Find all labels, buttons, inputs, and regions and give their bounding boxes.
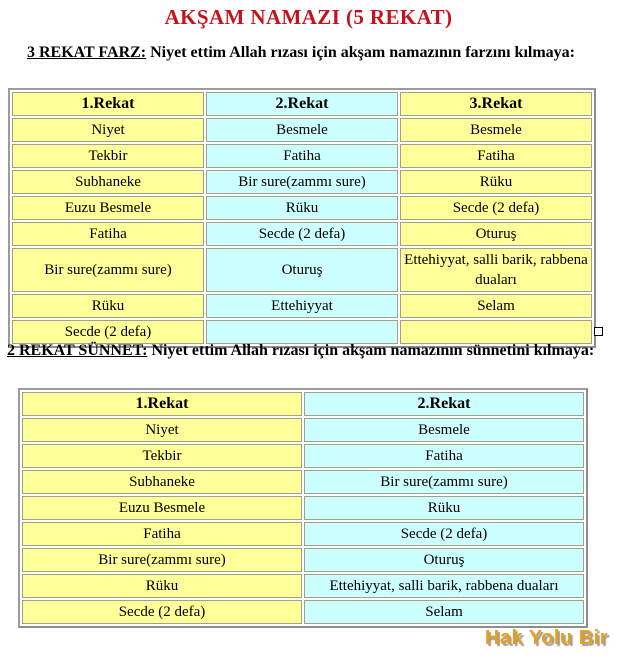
table-cell: Ettehiyyat, salli barik, rabbena duaları	[304, 574, 584, 598]
table-cell: Besmele	[304, 418, 584, 442]
table-row	[22, 574, 584, 598]
farz-section-description: Niyet ettim Allah rızası için akşam namazının farzını kılmaya:	[146, 44, 575, 61]
watermark-text: Hak Yolu Bir	[484, 627, 608, 649]
table-cell: Bir sure(zammı sure)	[304, 470, 584, 494]
column-header: 2.Rekat	[304, 392, 584, 416]
table-cell: Ettehiyyat, salli barik, rabbena duaları	[400, 248, 592, 292]
sunnet-section-description: Niyet ettim Allah rızası için akşam namazının sünnetini kılmaya:	[147, 342, 595, 359]
table-cell: Bir sure(zammı sure)	[206, 170, 398, 194]
table-cell: Secde (2 defa)	[400, 196, 592, 220]
table-cell: Rüku	[12, 294, 204, 318]
table-cell	[206, 320, 398, 344]
header-row	[22, 392, 584, 416]
table-row	[22, 470, 584, 494]
table-row	[22, 444, 584, 468]
table-row	[22, 496, 584, 520]
farz-section-heading	[27, 44, 575, 62]
table-row	[12, 222, 592, 246]
table-cell	[400, 320, 592, 344]
table-cell: Fatiha	[22, 522, 302, 546]
farz-table	[8, 88, 596, 348]
table-row	[22, 548, 584, 572]
table-cell: Oturuş	[400, 222, 592, 246]
table-cell: Bir sure(zammı sure)	[12, 248, 204, 292]
table-cell: Tekbir	[22, 444, 302, 468]
table-cell: Subhaneke	[12, 170, 204, 194]
table-cell: Besmele	[400, 118, 592, 142]
table-cell: Secde (2 defa)	[206, 222, 398, 246]
table-cell: Rüku	[22, 574, 302, 598]
table-cell: Euzu Besmele	[22, 496, 302, 520]
table-cell: Secde (2 defa)	[12, 320, 204, 344]
column-header: 1.Rekat	[22, 392, 302, 416]
table-row	[22, 600, 584, 624]
table-cell: Oturuş	[304, 548, 584, 572]
table-cell: Rüku	[304, 496, 584, 520]
table-row	[12, 248, 592, 292]
table-cell: Secde (2 defa)	[304, 522, 584, 546]
empty-square-marker	[594, 327, 603, 336]
table-cell: Fatiha	[12, 222, 204, 246]
table-cell: Niyet	[22, 418, 302, 442]
column-header: 2.Rekat	[206, 92, 398, 116]
table-row	[12, 294, 592, 318]
farz-section-label: 3 REKAT FARZ:	[27, 44, 147, 61]
table-row	[12, 118, 592, 142]
table-row	[22, 522, 584, 546]
table-cell: Fatiha	[304, 444, 584, 468]
table-row	[12, 320, 592, 344]
table-row	[22, 418, 584, 442]
table-cell: Euzu Besmele	[12, 196, 204, 220]
table-cell: Bir sure(zammı sure)	[22, 548, 302, 572]
column-header: 1.Rekat	[12, 92, 204, 116]
table-cell: Selam	[400, 294, 592, 318]
table-cell: Selam	[304, 600, 584, 624]
table-cell: Tekbir	[12, 144, 204, 168]
sunnet-section-label: 2 REKAT SÜNNET:	[7, 342, 148, 359]
table-cell: Secde (2 defa)	[22, 600, 302, 624]
sunnet-table	[18, 388, 588, 628]
table-row	[12, 170, 592, 194]
column-header: 3.Rekat	[400, 92, 592, 116]
table-cell: Subhaneke	[22, 470, 302, 494]
table-cell: Rüku	[206, 196, 398, 220]
table-row	[12, 196, 592, 220]
table-cell: Oturuş	[206, 248, 398, 292]
header-row	[12, 92, 592, 116]
sunnet-section-heading	[7, 342, 594, 360]
table-cell: Besmele	[206, 118, 398, 142]
table-cell: Fatiha	[400, 144, 592, 168]
table-cell: Rüku	[400, 170, 592, 194]
page-title: AKŞAM NAMAZI (5 REKAT)	[164, 5, 453, 29]
table-cell: Ettehiyyat	[206, 294, 398, 318]
table-cell: Niyet	[12, 118, 204, 142]
table-row	[12, 144, 592, 168]
table-cell: Fatiha	[206, 144, 398, 168]
